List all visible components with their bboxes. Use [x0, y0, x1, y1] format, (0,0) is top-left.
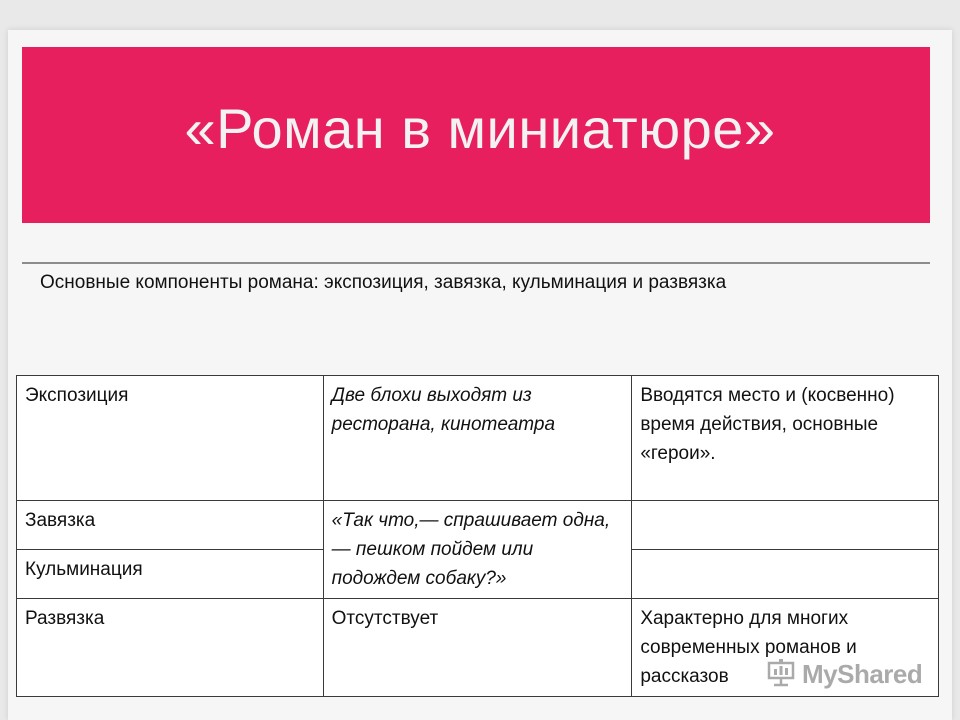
presentation-board-icon [766, 657, 796, 692]
slide-title: «Роман в миниатюре» [184, 97, 776, 160]
row-label: Кульминация [17, 550, 324, 599]
row-example: «Так что,— спрашивает одна,— пешком пойдем или подождем собаку?» [323, 501, 632, 599]
title-divider [22, 262, 930, 264]
watermark [766, 656, 922, 692]
table-row-exposition [17, 376, 939, 501]
row-example: Две блохи выходят из ресторана, кинотеатра [323, 376, 632, 501]
row-comment [632, 501, 939, 550]
row-comment [632, 550, 939, 599]
row-label: Завязка [17, 501, 324, 550]
row-comment: Вводятся место и (косвенно) время действия, основные «герои». [632, 376, 939, 501]
row-label: Экспозиция [17, 376, 324, 501]
table-row-plot [17, 501, 939, 550]
row-comment: Характерно для многих современных романов и рассказов [632, 599, 939, 697]
intro-text: Основные компоненты романа: экспозиция, завязка, кульминация и развязка [40, 272, 727, 293]
row-example: Отсутствует [323, 599, 632, 697]
watermark-text: MyShared [802, 658, 923, 689]
row-label: Развязка [17, 599, 324, 697]
components-table [16, 375, 939, 697]
